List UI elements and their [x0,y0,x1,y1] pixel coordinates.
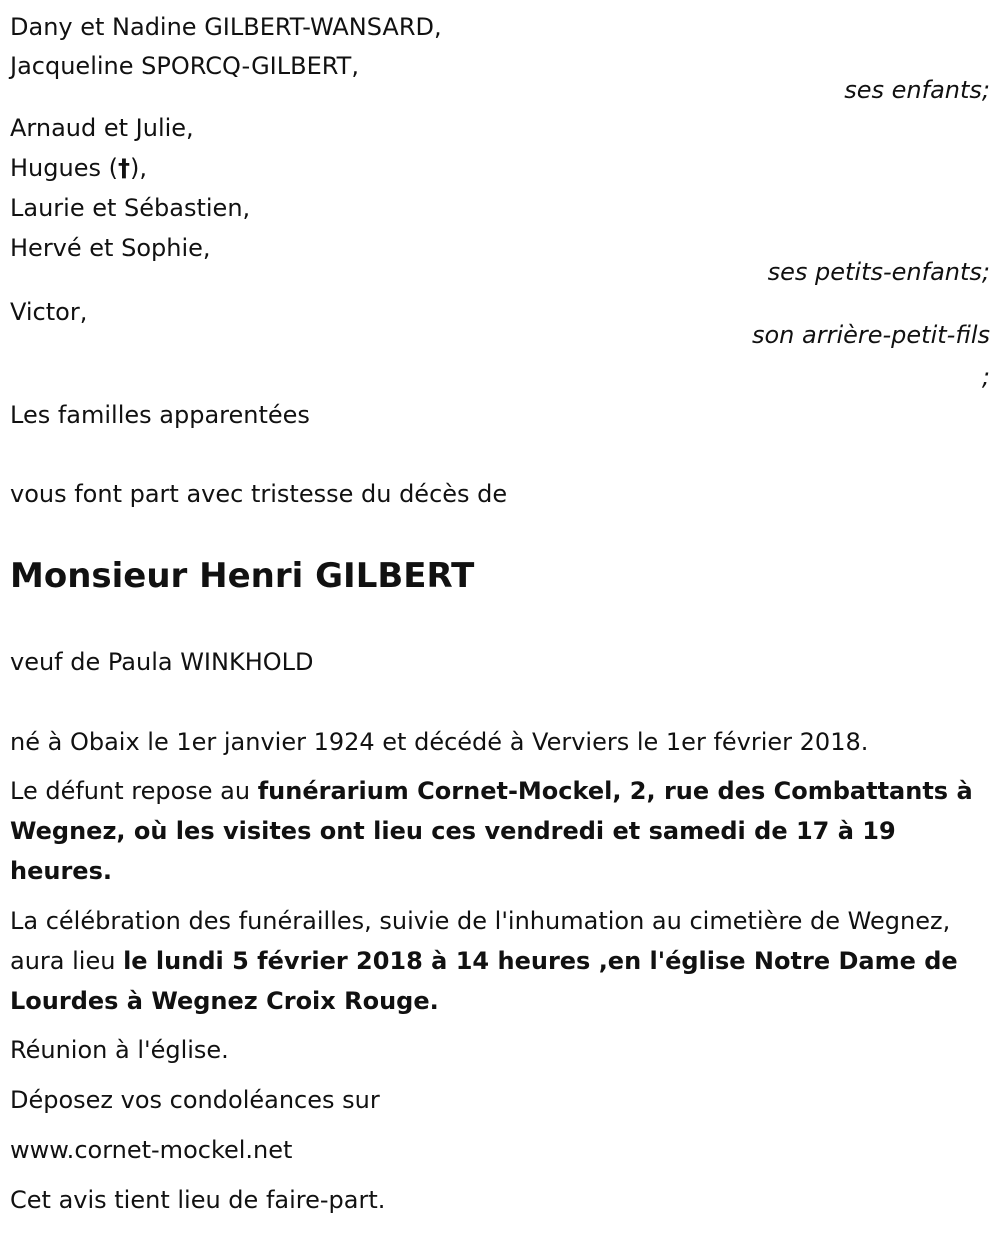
great-grandchild-role: son arrière-petit-fils [751,321,990,349]
deceased-name: Monsieur Henri GILBERT [10,556,475,596]
child-line: Jacqueline SPORCQ-GILBERT, [10,52,359,80]
ceremony-details: le lundi 5 février 2018 à 14 heures ,en l'église Notre Dame de Lourdes à Wegnez Croix Rouge. [10,947,958,1015]
great-grandchild-line: Victor, [10,298,88,326]
grandchild-line [10,148,147,188]
meeting-line: Réunion à l'église. [10,1036,229,1064]
children-role: ses enfants; [844,76,990,104]
ceremony-intro: La célébration des funérailles, suivie de l'inhumation au cimetière de Wegnez, aura lieu [10,907,951,975]
closing-line: Cet avis tient lieu de faire-part. [10,1186,386,1214]
announcement: vous font part avec tristesse du décès de [10,480,508,508]
great-grandchild-role-end: ; [981,363,990,391]
grandchild-name: Hugues ( [10,154,118,182]
grandchild-line: Laurie et Sébastien, [10,194,251,222]
widow-of: veuf de Paula WINKHOLD [10,648,314,676]
birth-death: né à Obaix le 1er janvier 1924 et décédé à Verviers le 1er février 2018. [10,728,869,756]
relatives-line: Les familles apparentées [10,401,310,429]
visit-details: funérarium Cornet-Mockel, 2, rue des Combattants à Wegnez, où les visites ont lieu ces vendredi et samedi de 17 à 19 heures. [10,777,973,885]
website-link[interactable]: www.cornet-mockel.net [10,1136,293,1164]
visit-paragraph [10,771,985,891]
grandchild-line: Arnaud et Julie, [10,114,194,142]
ceremony-paragraph [10,901,985,1021]
grandchild-line: Hervé et Sophie, [10,234,211,262]
child-line: Dany et Nadine GILBERT-WANSARD, [10,13,442,41]
grandchildren-role: ses petits-enfants; [767,258,990,286]
visit-intro: Le défunt repose au [10,777,258,805]
condolences-line: Déposez vos condoléances sur [10,1086,380,1114]
grandchild-suffix: ), [129,154,147,182]
cross-icon: † [117,154,130,182]
